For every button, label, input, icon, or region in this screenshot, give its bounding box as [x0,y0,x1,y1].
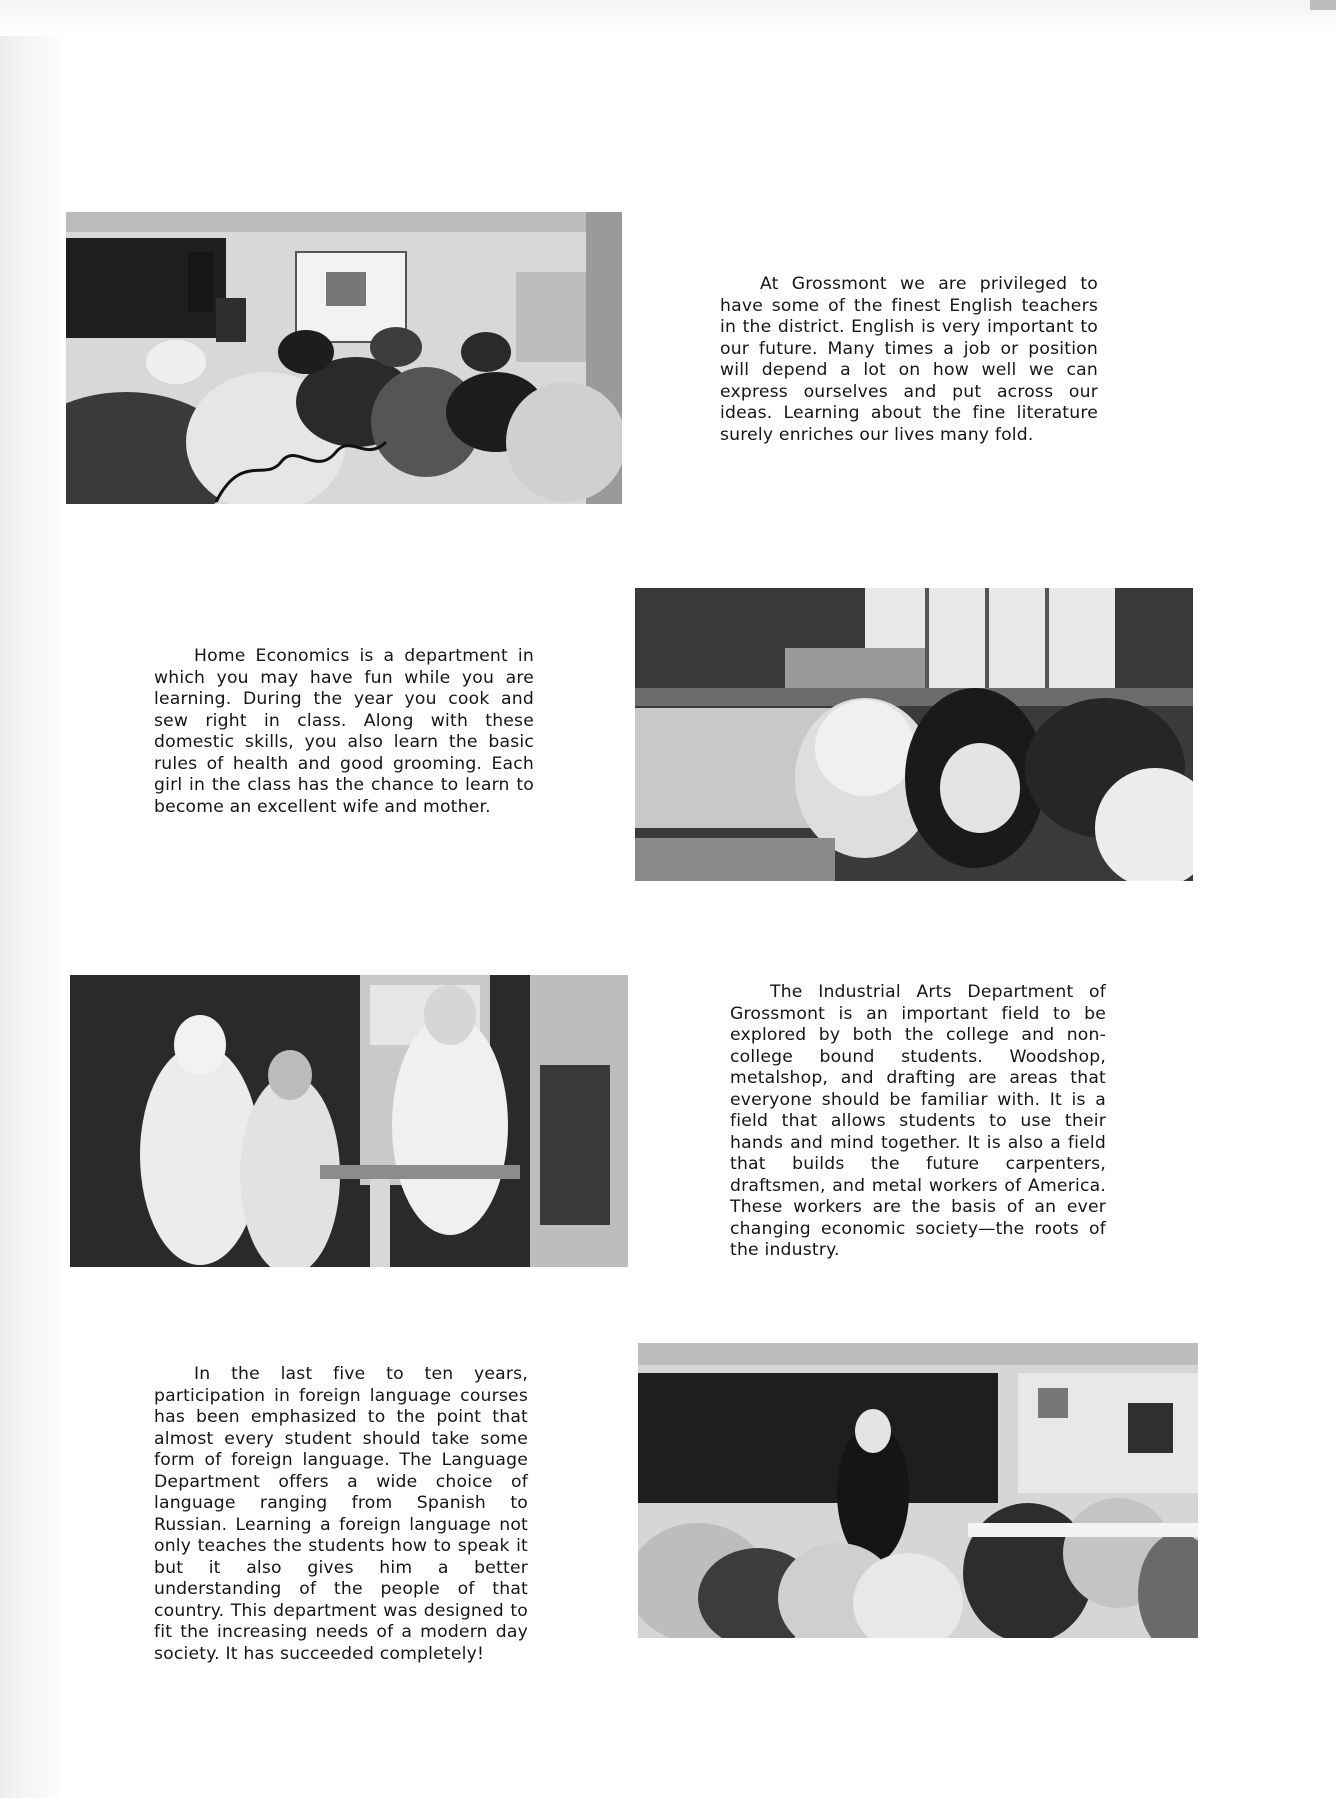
home-economics-paragraph: Home Economics is a department in which you may have fun while you are learning. During the year you cook and sew right in class. Along with these domestic skills, you also learn the basic rules of health and good grooming. Each girl in the class has the chance to learn to become an excellent wife and mother. [154,646,534,817]
english-classroom-photo [66,212,622,504]
language-paragraph: In the last five to ten years, participation in foreign language courses has been emphasized to the point that almost every student should take some form of foreign language. The Language Department offers a wide choice of language ranging from Spanish to Russian. Learning a foreign language not only teaches the students how to speak it but it also gives him a better understanding of the people of that country. This department was designed to fit the increasing needs of a modern day society. It has succeeded completely! [154,1364,528,1664]
home-economics-photo [635,588,1193,881]
classroom-photo-art [66,212,622,504]
page-corner-mark [1310,0,1336,10]
language-class-photo [638,1343,1198,1638]
industrial-arts-paragraph: The Industrial Arts Department of Grossmont is an important field to be explored by both the college and non-college bound students. Woodshop, metalshop, and drafting are areas that everyone should be familiar with. It is a field that allows students to use their hands and mind together. It is also a field that builds the future carpenters, draftsmen, and metal workers of America. These workers are the basis of an ever changing economic society—the roots of the industry. [730,982,1106,1260]
scan-shadow-left [0,0,58,1798]
shop-class-photo-art [70,975,628,1267]
scan-shadow-top [0,0,1336,36]
girls-classroom-photo-art [635,588,1193,881]
language-class-photo-art [638,1343,1198,1638]
industrial-arts-photo [70,975,628,1267]
english-paragraph: At Grossmont we are privileged to have some of the finest English teachers in the district. English is very important to our future. Many times a job or position will depend a lot on how well we can express ourselves and put across our ideas. Learning about the fine literature surely enriches our lives many fold. [720,274,1098,445]
